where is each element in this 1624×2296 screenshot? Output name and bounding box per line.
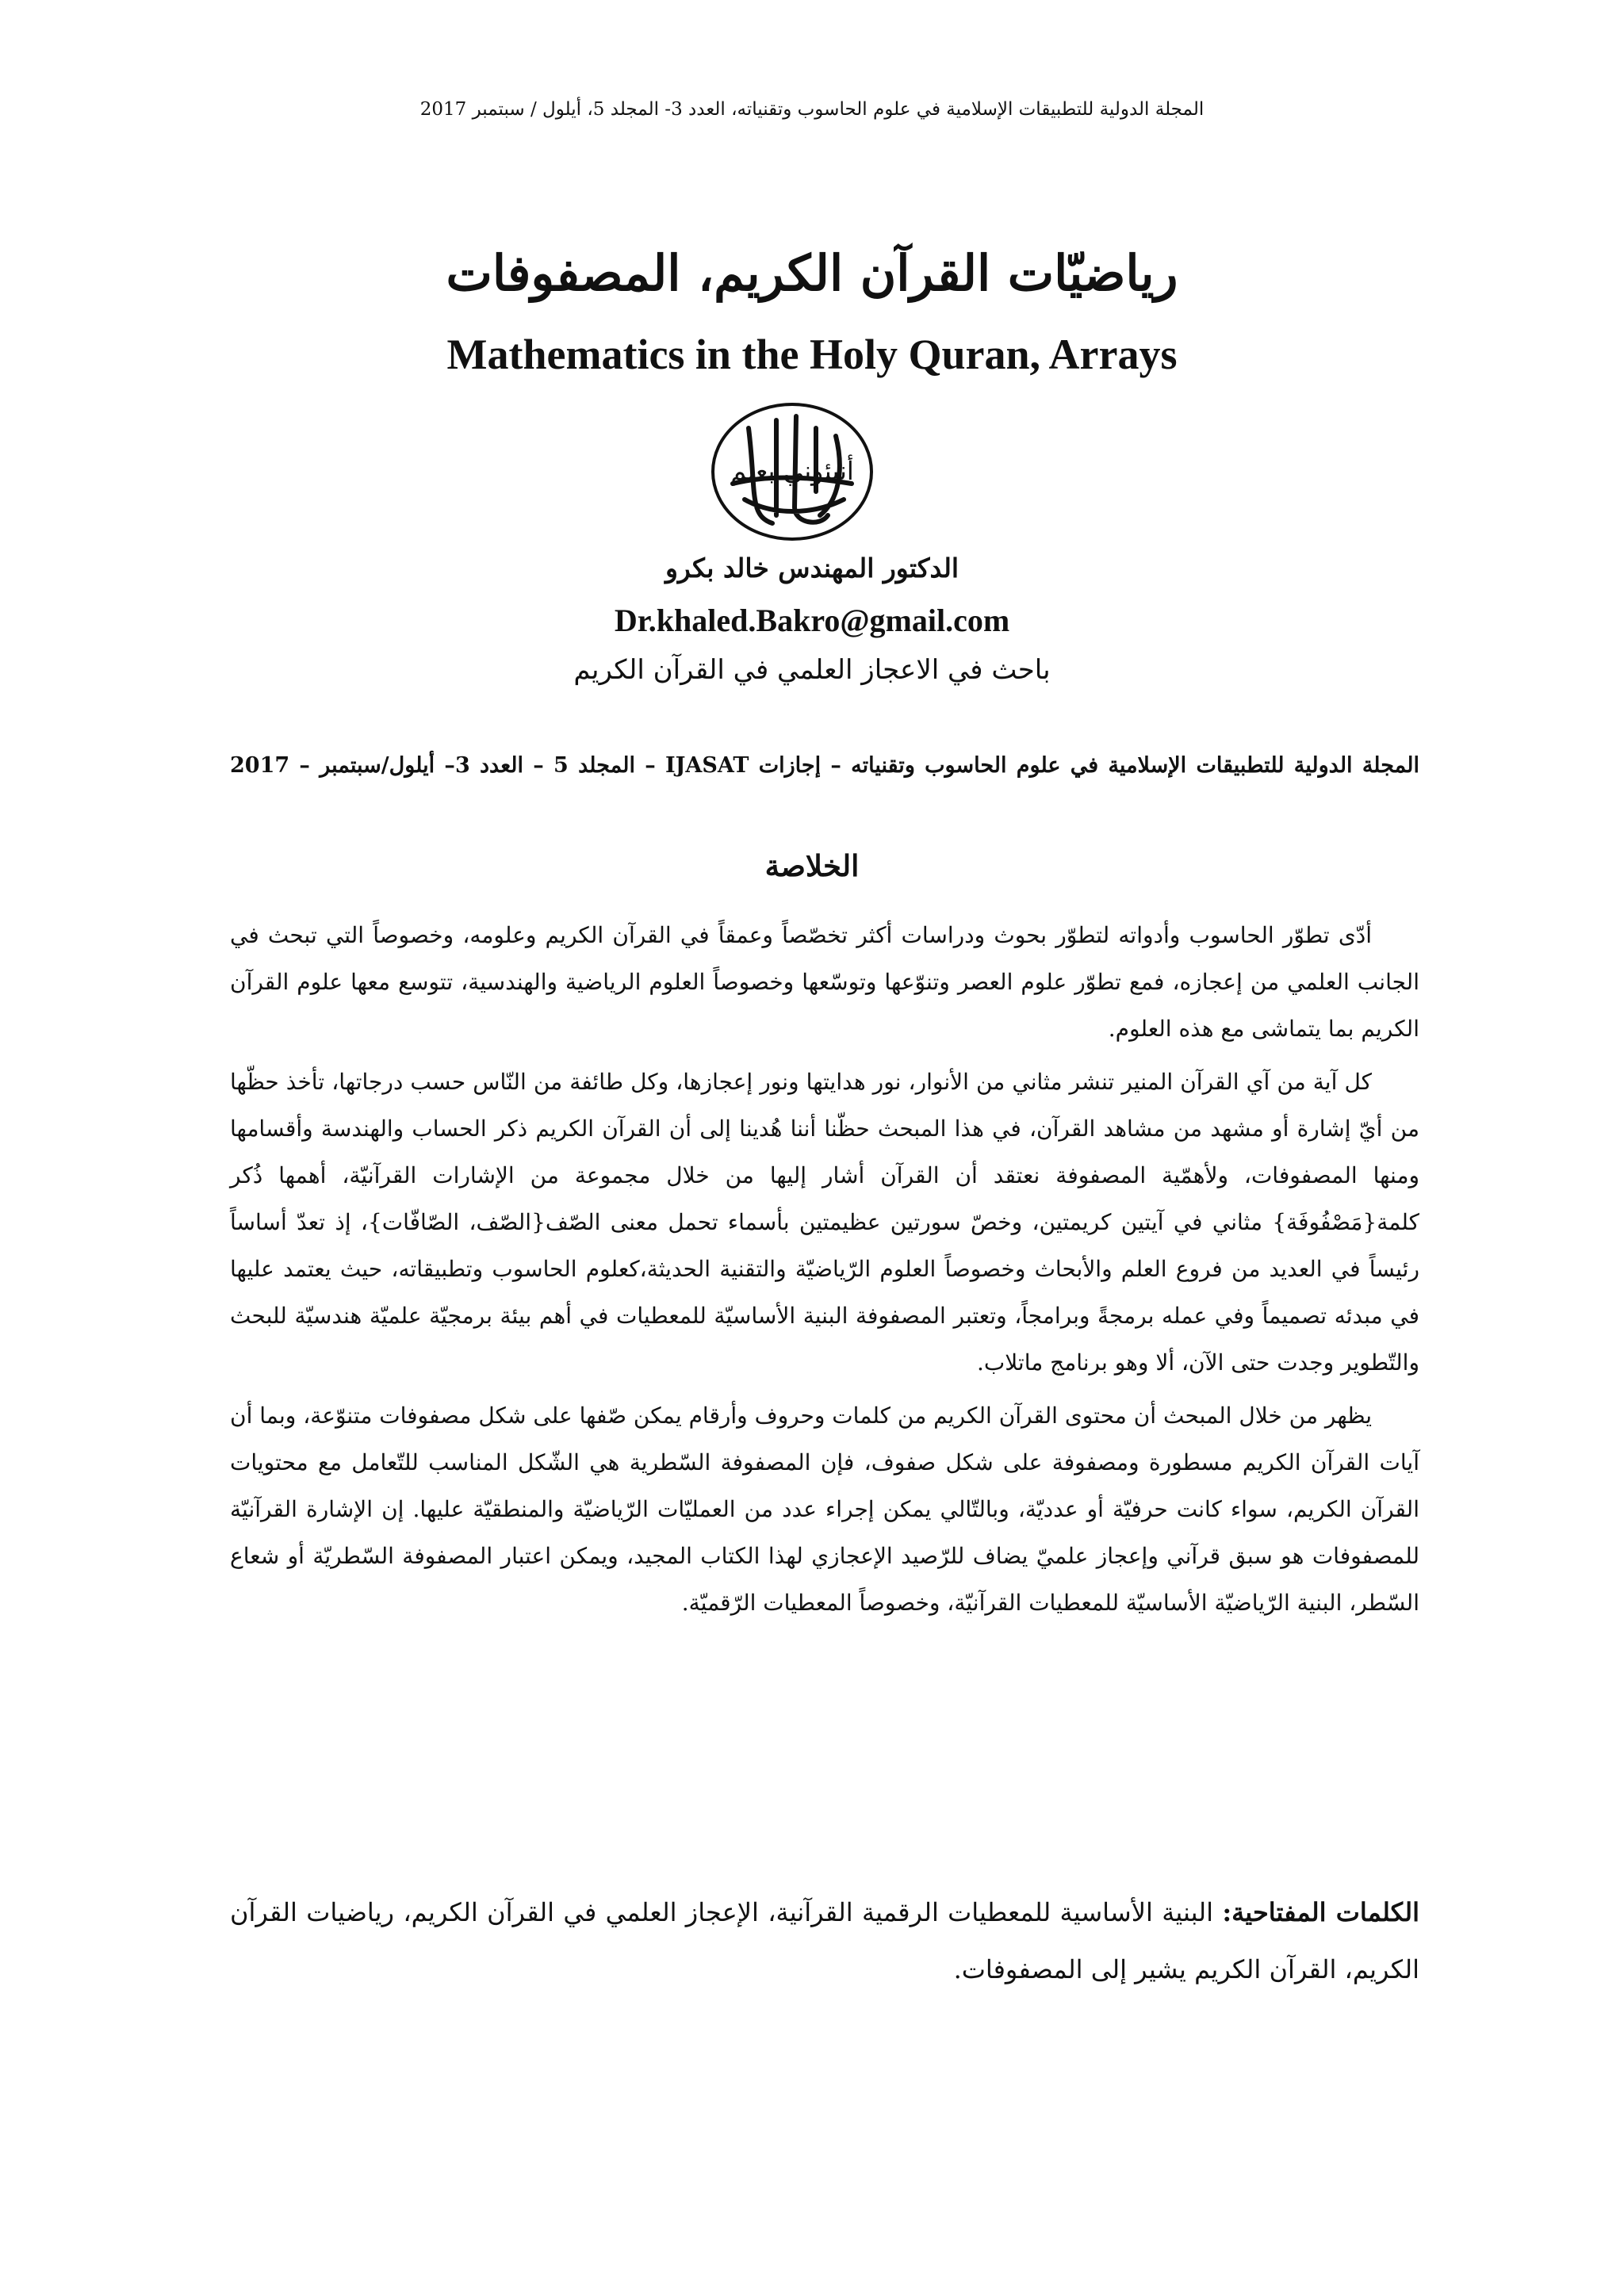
abstract-heading: الخلاصة (764, 848, 860, 883)
keywords-label: الكلمات المفتاحية: (1222, 1897, 1420, 1927)
author-affiliation: باحث في الاعجاز العلمي في القرآن الكريم (573, 654, 1051, 686)
author-email: Dr.khaled.Bakro@gmail.com (614, 603, 1010, 638)
keywords-text: البنية الأساسية للمعطيات الرقمية القرآنية، الإعجاز العلمي في القرآن الكريم، رياضيات القرآن الكريم، القرآن الكريم يشير إلى المصفوفات. (230, 1897, 1419, 1984)
title-english: Mathematics in the Holy Quran, Arrays (446, 331, 1178, 378)
calligraphy-seal-icon (701, 396, 883, 547)
author-name: الدكتور المهندس خالد بكرو (665, 553, 959, 584)
journal-citation: المجلة الدولية للتطبيقات الإسلامية في علوم الحاسوب وتقنياته – إجازات IJASAT – المجلد 5 – العدد 3– أيلول/سبتمبر – 2017 (230, 753, 1420, 778)
running-header: المجلة الدولية للتطبيقات الإسلامية في علوم الحاسوب وتقنياته، العدد 3- المجلد 5، أيلول / سبتمبر 2017 (419, 99, 1205, 120)
title-arabic: رياضيّات القرآن الكريم، المصفوفات (446, 244, 1178, 302)
abstract-paragraph: يظهر من خلال المبحث أن محتوى القرآن الكريم من كلمات وحروف وأرقام يمكن صّفها على شكل مصفوفات متنوّعة، وبما أن آيات القرآن الكريم مسطورة ومصفوفة على شكل صفوف، فإن المصفوفة السّطرية هي الشّكل المناسب للتّعامل مع محتويات القرآن الكريم، سواء كانت حرفيّة أو عدديّة، وبالتّالي يمكن إجراء عدد من العمليّات الرّياضيّة والمنطقيّة عليها. إن الإشارة القرآنيّة للمصفوفات هو سبق قرآني وإعجاز علميّ يضاف للرّصيد الإعجازي لهذا الكتاب المجيد، ويمكن اعتبار المصفوفة السّطريّة أو شعاع السّطر، البنية الرّياضيّة الأساسيّة للمعطيات القرآنيّة، وخصوصاً المعطيات الرّقميّة. (230, 1402, 1419, 1616)
abstract-body (230, 912, 1419, 1632)
keywords (230, 1884, 1419, 1998)
seal-text: أنبئوني بعلم (730, 456, 854, 486)
abstract-paragraph: كل آية من آي القرآن المنير تنشر مثاني من الأنوار، نور هدايتها ونور إعجازها، وكل طائفة من النّاس حسب درجاتها، تأخذ حظّها من أيّ إشارة أو مشهد من مشاهد القرآن، في هذا المبحث حظّنا أننا هُدينا إلى أن القرآن الكريم ذكر الحساب والهندسة وأقسامها ومنها المصفوفات، ولأهمّية المصفوفة نعتقد أن القرآن أشار إليها من خلال مجموعة من الإشارات القرآنيّة، أهمها ذُكر كلمة{مَصْفُوفَة} مثاني في آيتين كريمتين، وخصّ سورتين عظيمتين بأسماء تحمل معنى الصّف{الصّف، الصّافّات}، إذ تعدّ أساساً رئيساً في العديد من فروع العلم والأبحاث وخصوصاً العلوم الرّياضيّة والتقنية الحديثة،كعلوم الحاسوب وتطبيقاته، حيث يعتمد عليها في مبدئه تصميماً وفي عمله برمجةً وبرامجاً، وتعتبر المصفوفة البنية الأساسيّة للمعطيات في أهم بيئة برمجيّة علميّة هندسيّة للبحث والتّطوير وجدت حتى الآن، ألا وهو برنامج ماتلاب. (230, 1069, 1419, 1376)
abstract-paragraph: أدّى تطوّر الحاسوب وأدواته لتطوّر بحوث ودراسات أكثر تخصّصاً وعمقاً في القرآن الكريم وعلومه، وخصوصاً التي تبحث في الجانب العلمي من إعجازه، فمع تطوّر علوم العصر وتنوّعها وتوسّعها وخصوصاً العلوم الرياضية والهندسية، تتوسع معها علوم القرآن الكريم بما يتماشى مع هذه العلوم. (230, 922, 1419, 1042)
